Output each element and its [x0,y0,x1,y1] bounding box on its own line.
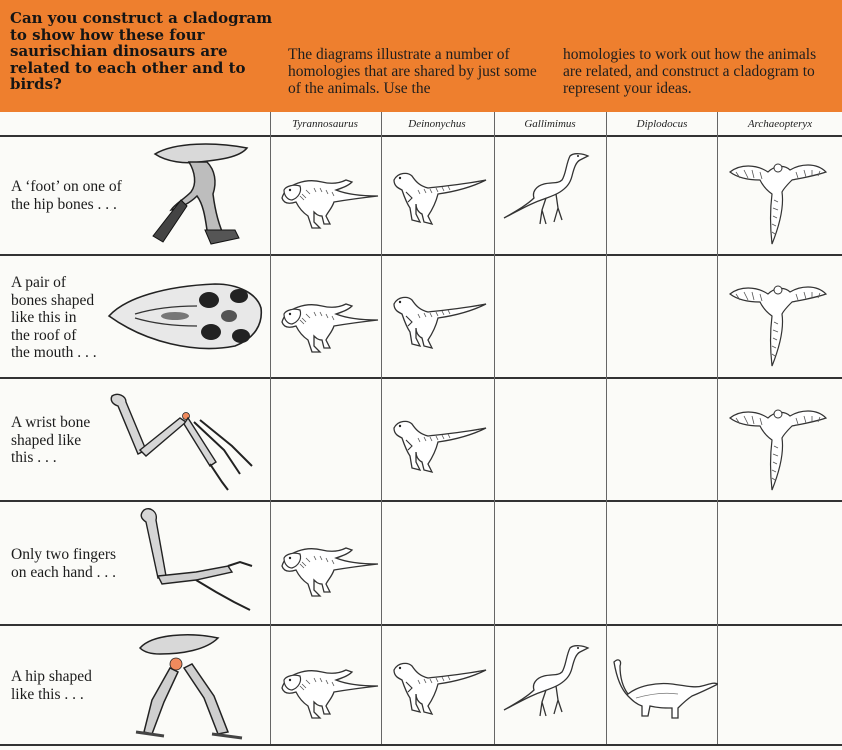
deinonychus-illustration [386,646,490,716]
wrist-bone-illustration [106,390,264,495]
tyrannosaurus-illustration [276,528,380,598]
diplodocus-illustration [606,652,718,720]
grid-line [0,377,842,379]
two-fingers-hand-illustration [136,506,256,616]
intro-text-part1: The diagrams illustrate a number of homologies that are shared by just some of the animals. Use the [288,46,537,97]
grid-line [381,112,382,744]
row-label-wrist-bone: A wrist bone shaped like this . . . [11,414,91,466]
hip-shape-illustration [134,628,254,744]
deinonychus-illustration [386,404,490,474]
gallimimus-illustration [500,640,594,720]
row-label-foot-hip: A ‘foot’ on one of the hip bones . . . [11,178,122,213]
row-label-hip-shape: A hip shaped like this . . . [11,668,92,703]
deinonychus-illustration [386,156,490,226]
grid-line [0,500,842,502]
mouth-roof-skull-illustration [105,276,265,356]
tyrannosaurus-illustration [276,160,380,230]
archaeopteryx-illustration [726,396,830,492]
grid-line [0,135,842,137]
grid-line [270,112,271,744]
intro-text-part2: homologies to work out how the animals are related, and construct a cladogram to represent your ideas. [563,46,817,97]
grid-line [0,624,842,626]
grid-line [717,112,718,744]
grid-line [606,112,607,744]
hip-foot-bone-illustration [145,140,255,248]
grid-line [0,254,842,256]
row-label-mouth-roof: A pair of bones shaped like this in the roof of the mouth . . . [11,274,97,361]
question-text: Can you construct a cladogram to show how these four saurischian dinosaurs are related to each other and to birds? [10,9,273,93]
col-header-gallimimus: Gallimimus [524,118,576,130]
col-header-archaeopteryx: Archaeopteryx [747,118,813,130]
gallimimus-illustration [500,148,594,228]
row-label-two-fingers: Only two fingers on each hand . . . [11,546,117,581]
tyrannosaurus-illustration [276,650,380,720]
archaeopteryx-illustration [726,272,830,368]
grid-line [494,112,495,744]
tyrannosaurus-illustration [276,284,380,354]
archaeopteryx-illustration [726,150,830,246]
deinonychus-illustration [386,280,490,350]
col-header-tyrannosaurus: Tyrannosaurus [292,118,358,130]
header-banner [0,0,842,112]
col-header-deinonychus: Deinonychus [408,118,466,130]
grid-line [0,744,842,746]
col-header-diplodocus: Diplodocus [636,118,688,130]
